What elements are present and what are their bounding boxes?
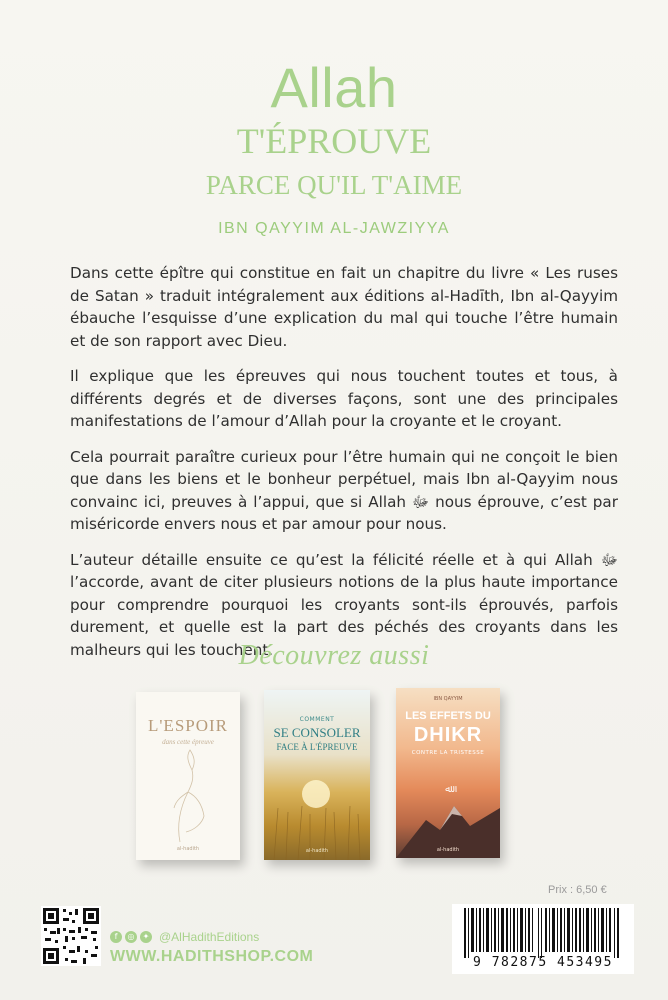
publisher-label: al-hadith [436,847,460,853]
blurb-paragraph: L’auteur détaille ensuite ce qu’est la félicité réelle et à qui Allah ﷻ l’accorde, avant de citer plusieurs notions de la plus haute importance pour comprendre pourquoi les croyants sont-ils éprouvés, parfois durement, et quelle est la part des péchés des croyants dans les malheurs qui les touchent. [70,550,618,659]
social-links [110,930,259,944]
book-small-title: COMMENT [299,716,335,723]
book-subtitle: dans cette épreuve [162,738,214,746]
flower-hand-illustration [136,692,240,860]
publisher-label: al-hadith [176,846,200,852]
book-subtitle: CONTRE LA TRISTESSE [411,750,485,756]
qr-code-icon [41,906,101,966]
isbn-number: 9 782875 453495 [473,955,613,970]
book-title-line2: FACE À L'ÉPREUVE [276,742,358,752]
barcode [452,904,634,974]
book-cover-effets-du-dhikr[interactable] [396,688,500,858]
title-block [0,58,668,238]
title-t-eprouve: T'ÉPROUVE [236,121,432,161]
blurb-paragraph: Dans cette épître qui constitue en fait un chapitre du livre « Les ruses de Satan » traduit intégralement aux éditions al-Hadīth, Ibn al-Qayyim ébauche l’esquisse d’une explication du mal qui touche l’être humain et de son rapport avec Dieu. [70,264,618,350]
book-title-big: DHIKR [413,724,483,746]
facebook-icon[interactable]: f [110,931,122,943]
title-parce-qu-il-t-aime: PARCE QU'IL T'AIME [205,170,463,200]
price-label: Prix : 6,50 € [548,884,607,896]
book-cover-espoir[interactable] [136,692,240,860]
author-name: IBN QAYYIM AL-JAWZIYYA [218,220,450,237]
publisher-label: al-hadith [305,848,329,854]
title-allah: Allah [270,56,398,119]
book-title: SE CONSOLER [273,725,361,740]
instagram-icon[interactable]: ◎ [125,931,137,943]
website-link[interactable]: WWW.HADITHSHOP.COM [110,948,314,965]
twitter-icon[interactable]: ✦ [140,931,152,943]
svg-text:ﷲ: ﷲ [445,784,451,795]
barcode-icon [452,906,634,958]
book-title: L'ESPOIR [147,716,229,735]
book-author: IBN QAYYIM [433,696,463,702]
book-cover-se-consoler[interactable] [264,690,370,860]
qr-code [41,906,101,966]
book-title: LES EFFETS DU [405,710,491,722]
social-handle[interactable]: @AlHadithEditions [159,930,260,944]
blurb-paragraph: Cela pourrait paraître curieux pour l’être humain qui ne conçoit le bien que dans les biens et le bonheur perpétuel, mais Ibn al-Qayyim nous convainc ici, preuves à l’appui, que si Allah ﷻ nous éprouve, c’est par miséricorde envers nous et par amour pour nous. [70,447,618,533]
blurb-paragraph: Il explique que les épreuves qui nous touchent toutes et tous, à différents degrés et de diverses façons, sont une des principales manifestations de l’amour d’Allah pour la croyante et le croyant. [70,367,618,430]
discover-heading: Découvrez aussi [238,640,430,671]
blurb-text [70,262,618,674]
